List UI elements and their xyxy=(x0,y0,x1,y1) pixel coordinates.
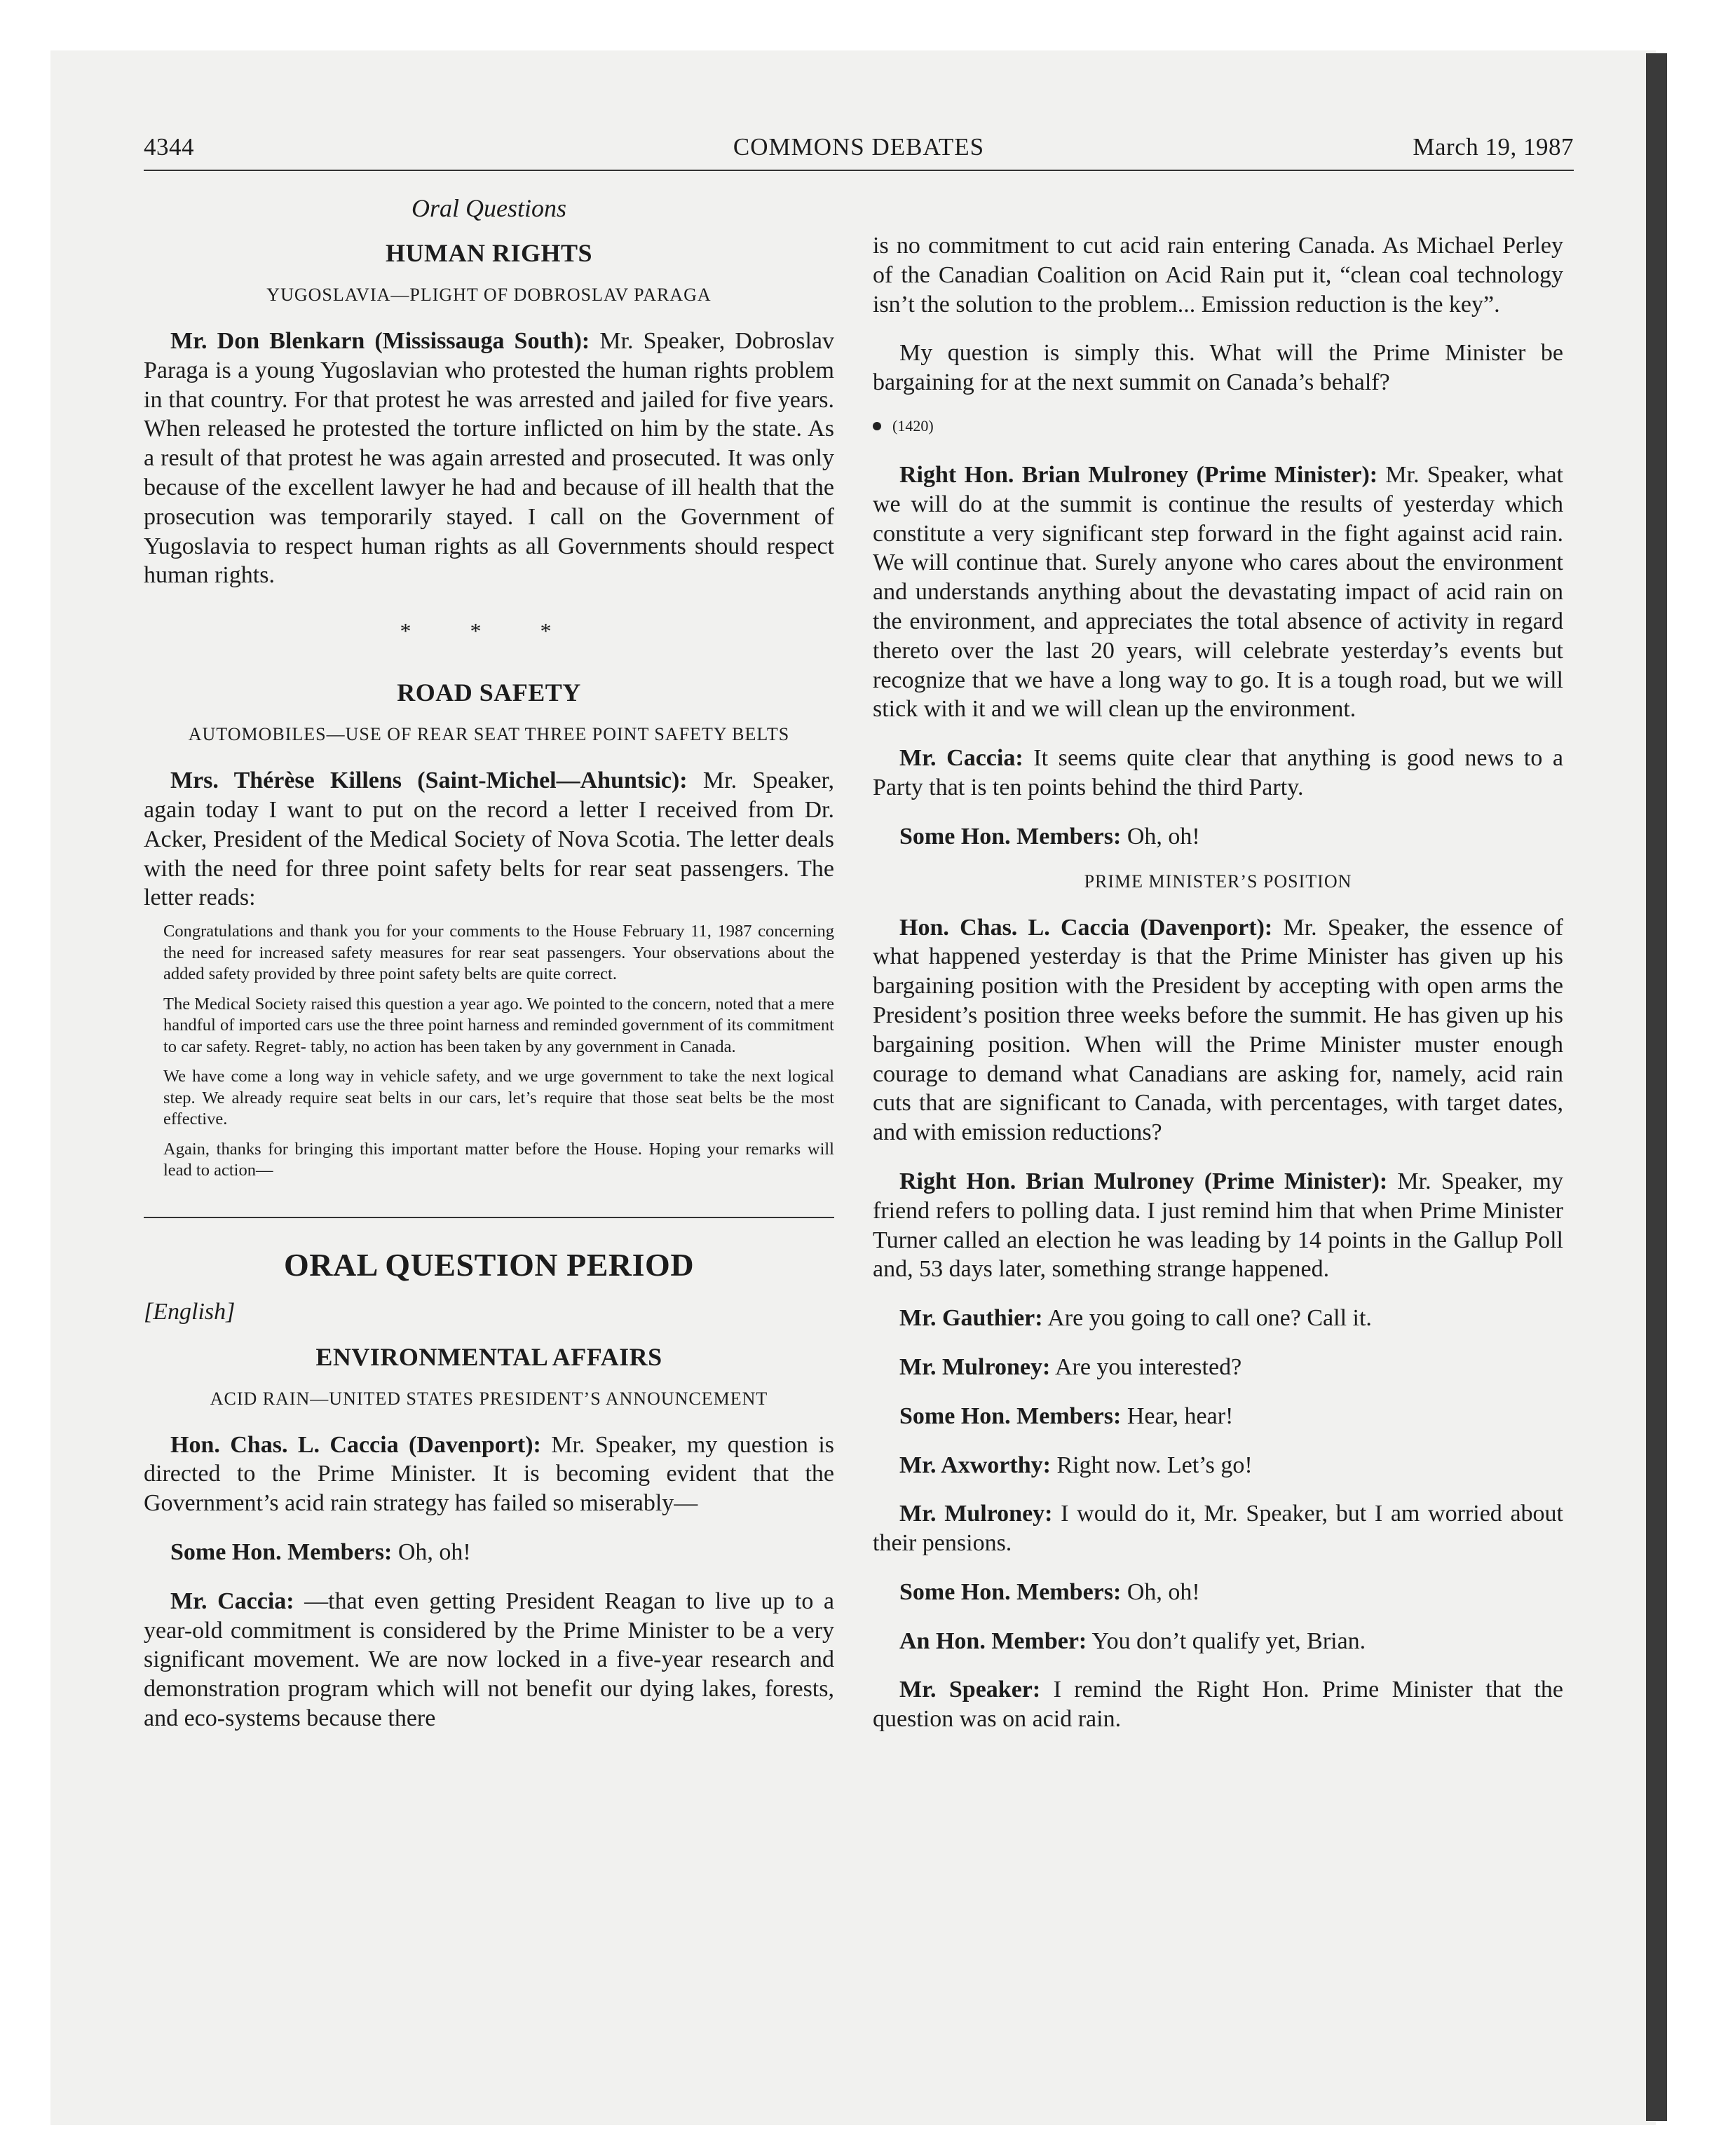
statement-paragraph xyxy=(873,1353,1563,1382)
statement-text: Mr. Speaker, what we will do at the summit is continue the results of yesterday which constitute a very significant step forward in the fight against acid rain. We will continue that. Surely anyone who cares about the environment and understands anything about the devastating impact of acid rain on the environment, and appreciates the total absence of activity in regard thereto over the last 20 years, will celebrate yesterday’s events but recognize that we have a long way to go. It is a tough road, but we will stick with it and we will clean up the environment. xyxy=(873,461,1563,723)
speaker-name: Some Hon. Members: xyxy=(899,823,1122,850)
speaker-name: Mr. Mulroney: xyxy=(899,1353,1051,1380)
statement-paragraph xyxy=(144,327,834,590)
speaker-name: Mr. Speaker: xyxy=(899,1677,1041,1703)
horizontal-rule xyxy=(144,1217,834,1218)
subject-heading: ENVIRONMENTAL AFFAIRS xyxy=(315,1342,662,1371)
statement-text: I remind the Right Hon. Prime Minister that the question was on acid rain. xyxy=(873,1677,1563,1733)
statement-paragraph xyxy=(873,1304,1563,1333)
statement-text: It seems quite clear that anything is good news to a Party that is ten points behind the third Party. xyxy=(873,745,1563,800)
statement-text: Mr. Speaker, my friend refers to polling data. I just remind him that when Prime Minister Turner called an election he was leading by 14 points in the Gallup Poll and, 53 days later, something strange happened. xyxy=(873,1168,1564,1283)
letter-quote: The Medical Society raised this question a year ago. We pointed to the concern, noted that a mere handful of imported cars use the three point harness and reminded government of its commitment to car safety. Regret- tably, no action has been taken by any government in Canada. xyxy=(163,994,834,1056)
speaker-name: Hon. Chas. L. Caccia (Davenport): xyxy=(170,1431,541,1458)
statement-text: Are you interested? xyxy=(1054,1353,1242,1380)
statement-paragraph xyxy=(873,1627,1563,1656)
language-label: [English] xyxy=(144,1298,236,1325)
scan-edge-shadow xyxy=(1646,53,1667,2121)
speaker-name: Right Hon. Brian Mulroney (Prime Minister): xyxy=(899,461,1378,488)
speaker-name: Mr. Gauthier: xyxy=(899,1305,1043,1332)
statement-paragraph xyxy=(873,1167,1563,1284)
speaker-name: Hon. Chas. L. Caccia (Davenport): xyxy=(899,914,1273,941)
statement-text: You don’t qualify yet, Brian. xyxy=(1091,1628,1366,1654)
speaker-name: An Hon. Member: xyxy=(899,1628,1087,1654)
statement-text: Mr. Speaker, my question is directed to the Prime Minister. It is becoming evident that the Government’s acid rain strategy has failed so miserably— xyxy=(144,1431,834,1517)
statement-paragraph xyxy=(873,913,1563,1147)
statement-paragraph xyxy=(873,1675,1563,1734)
statement-paragraph xyxy=(873,460,1563,724)
statement-paragraph xyxy=(144,1431,834,1518)
letter-quote: Congratulations and thank you for your comments to the House February 11, 1987 concerning the need for increased safety measures for rear seat passengers. Your observations about the added safety provided by three point safety belts are quite correct. xyxy=(163,922,834,984)
period-heading: ORAL QUESTION PERIOD xyxy=(283,1246,695,1283)
speaker-name: Some Hon. Members: xyxy=(899,1403,1122,1429)
statement-text: Are you going to call one? Call it. xyxy=(1047,1305,1372,1332)
statement-text: Hear, hear! xyxy=(1127,1403,1234,1429)
statement-text: Oh, oh! xyxy=(1127,1578,1200,1605)
subject-heading: ROAD SAFETY xyxy=(397,678,581,707)
statement-text: I would do it, Mr. Speaker, but I am worried about their pensions. xyxy=(873,1501,1563,1557)
statement-text: Mr. Speaker, the essence of what happened yesterday is that the Prime Minister has given up his bargaining position with the President by accepting with open arms the President’s position three weeks before the summit. He has given up his bargaining position. When will the Prime Minister muster enough courage to demand what Canadians are asking for, namely, acid rain cuts that are significant to Canada, with percentages, with target dates, and with emission reductions? xyxy=(873,914,1563,1146)
statement-paragraph xyxy=(144,1587,834,1733)
publication-title: COMMONS DEBATES xyxy=(733,133,985,161)
statement-paragraph xyxy=(873,1499,1563,1558)
speaker-name: Mr. Caccia: xyxy=(170,1588,294,1614)
statement-paragraph xyxy=(144,766,834,913)
letter-quote: Again, thanks for bringing this important matter before the House. Hoping your remarks will lead to action— xyxy=(163,1139,834,1180)
publication-date: March 19, 1987 xyxy=(1413,133,1574,161)
section-label: Oral Questions xyxy=(411,194,566,222)
statement-paragraph xyxy=(873,744,1563,803)
statement-text: —that even getting President Reagan to live up to a year-old commitment is considered by the Prime Minister to be a very significant movement. We are now locked in a five-year research and demonstration program which will not benefit our dying lakes, forests, and eco-systems because there xyxy=(144,1588,834,1732)
speaker-name: Mrs. Thérèse Killens (Saint-Michel—Ahuntsic): xyxy=(170,767,688,794)
statement-paragraph: My question is simply this. What will the Prime Minister be bargaining for at the next summit on Canada’s behalf? xyxy=(873,340,1563,396)
speaker-name: Right Hon. Brian Mulroney (Prime Minister): xyxy=(899,1168,1388,1194)
letter-quote: We have come a long way in vehicle safety, and we urge government to take the next logical step. We already require seat belts in our cars, let’s require that those seat belts be the most effective. xyxy=(163,1067,834,1129)
speaker-name: Mr. Axworthy: xyxy=(899,1452,1051,1478)
subject-subheading: AUTOMOBILES—USE OF REAR SEAT THREE POINT SAFETY BELTS xyxy=(188,724,790,745)
statement-paragraph xyxy=(873,1451,1563,1480)
speaker-name: Some Hon. Members: xyxy=(170,1539,393,1566)
speaker-name: Mr. Caccia: xyxy=(899,745,1023,772)
statement-paragraph: is no commitment to cut acid rain entering Canada. As Michael Perley of the Canadian Coalition on Acid Rain put it, “clean coal technology isn’t the solution to the problem... Emission reduction is the key”. xyxy=(873,233,1563,318)
statement-paragraph xyxy=(873,1578,1563,1607)
statement-text: Oh, oh! xyxy=(1127,823,1200,850)
subject-subheading: PRIME MINISTER’S POSITION xyxy=(1084,871,1352,892)
statement-text: Mr. Speaker, Dobroslav Paraga is a young Yugoslavian who protested the human rights problem in that country. For that protest he was arrested and jailed for five years. When released he protested the torture inflicted on him by the state. As a result of that protest he was again arrested and prosecuted. It was only because of the excellent lawyer he had and because of ill health that the prosecution was temporarily stayed. I call on the Government of Yugoslavia to respect human rights as all Governments should respect human rights. xyxy=(144,328,834,589)
statement-paragraph xyxy=(873,822,1563,852)
subject-subheading: YUGOSLAVIA—PLIGHT OF DOBROSLAV PARAGA xyxy=(266,285,712,305)
speaker-name: Mr. Mulroney: xyxy=(899,1501,1053,1527)
time-stamp: (1420) xyxy=(892,416,934,435)
statement-text: Oh, oh! xyxy=(397,1539,471,1566)
bullet-icon xyxy=(873,422,881,430)
time-marker xyxy=(873,417,1563,435)
page-number: 4344 xyxy=(144,133,194,161)
statement-text: Right now. Let’s go! xyxy=(1056,1452,1253,1478)
subject-subheading: ACID RAIN—UNITED STATES PRESIDENT’S ANNOUNCEMENT xyxy=(210,1388,768,1409)
left-column xyxy=(144,188,834,1753)
speaker-name: Mr. Don Blenkarn (Mississauga South): xyxy=(170,328,590,354)
speaker-name: Some Hon. Members: xyxy=(899,1578,1122,1605)
section-separator: * * * xyxy=(400,618,578,644)
page-header xyxy=(144,133,1574,171)
statement-text: Mr. Speaker, again today I want to put on the record a letter I received from Dr. Acker, President of the Medical Society of Nova Scotia. The letter deals with the need for three point safety belts for rear seat passengers. The letter reads: xyxy=(144,767,835,911)
statement-paragraph xyxy=(144,1538,834,1567)
subject-heading: HUMAN RIGHTS xyxy=(385,239,593,267)
right-column xyxy=(873,231,1563,1754)
statement-paragraph xyxy=(873,1402,1563,1431)
